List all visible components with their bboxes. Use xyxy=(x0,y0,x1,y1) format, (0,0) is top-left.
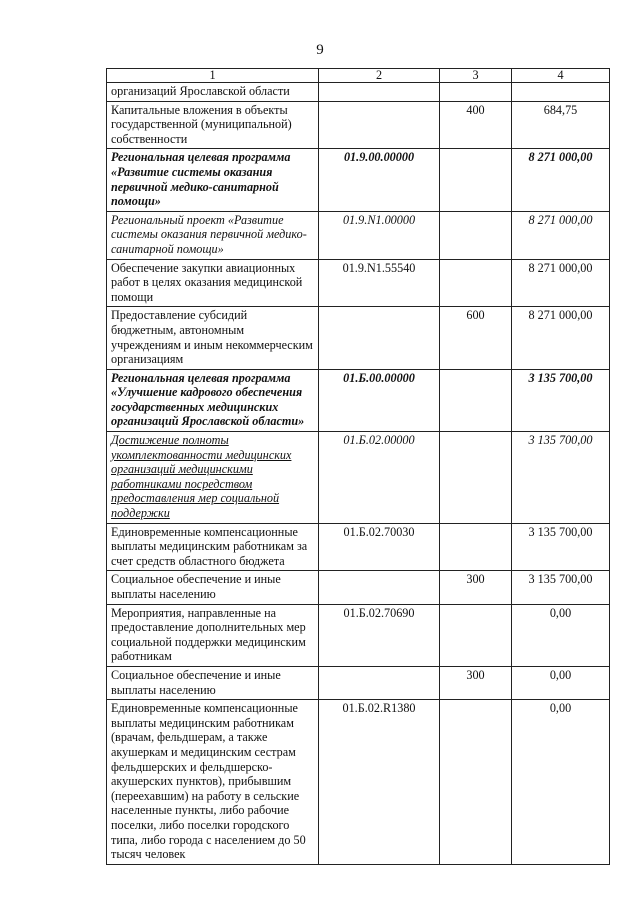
table-row xyxy=(107,369,610,431)
row-type-cell: 400 xyxy=(440,101,512,149)
row-amount-cell: 8 271 000,00 xyxy=(512,211,610,259)
table-row xyxy=(107,604,610,666)
table-row xyxy=(107,211,610,259)
row-type-cell: 600 xyxy=(440,307,512,369)
header-cell-2: 2 xyxy=(319,69,440,83)
row-amount-cell: 3 135 700,00 xyxy=(512,432,610,524)
table-row xyxy=(107,307,610,369)
row-amount-cell: 0,00 xyxy=(512,700,610,865)
row-amount-cell: 0,00 xyxy=(512,604,610,666)
row-name-cell xyxy=(107,259,319,307)
row-type-cell: 300 xyxy=(440,666,512,699)
row-code-cell: 01.Б.02.00000 xyxy=(319,432,440,524)
budget-table xyxy=(106,68,610,865)
row-amount-cell: 0,00 xyxy=(512,666,610,699)
row-amount-cell: 3 135 700,00 xyxy=(512,571,610,604)
row-amount-cell: 3 135 700,00 xyxy=(512,369,610,431)
row-name-cell xyxy=(107,571,319,604)
row-name-cell xyxy=(107,369,319,431)
row-name-text: Мероприятия, направленные на предоставление дополнительных мер социальной поддержки медицинским работникам xyxy=(111,605,306,664)
row-amount-cell: 8 271 000,00 xyxy=(512,149,610,211)
row-type-cell xyxy=(440,369,512,431)
row-name-cell xyxy=(107,523,319,571)
row-code-cell xyxy=(319,83,440,102)
row-code-cell xyxy=(319,666,440,699)
row-type-cell xyxy=(440,83,512,102)
row-code-cell xyxy=(319,571,440,604)
row-code-cell: 01.9.N1.55540 xyxy=(319,259,440,307)
row-name-cell xyxy=(107,83,319,102)
row-amount-cell: 8 271 000,00 xyxy=(512,307,610,369)
row-name-cell xyxy=(107,101,319,149)
header-cell-1: 1 xyxy=(107,69,319,83)
page-number: 9 xyxy=(316,42,324,58)
row-amount-cell: 3 135 700,00 xyxy=(512,523,610,571)
table-header-row xyxy=(107,69,610,83)
row-name-cell xyxy=(107,307,319,369)
row-code-cell: 01.9.00.00000 xyxy=(319,149,440,211)
row-code-cell: 01.Б.02.70690 xyxy=(319,604,440,666)
header-cell-3: 3 xyxy=(440,69,512,83)
row-code-cell: 01.Б.00.00000 xyxy=(319,369,440,431)
row-name-text: Капитальные вложения в объекты государственной (муниципальной) собственности xyxy=(111,102,292,146)
row-name-text: Региональная целевая программа «Развитие системы оказания первичной медико-санитарной помощи» xyxy=(111,150,291,209)
row-code-cell xyxy=(319,307,440,369)
table-row xyxy=(107,149,610,211)
row-name-text: Региональная целевая программа «Улучшение кадрового обеспечения государственных медицинских организаций Ярославской области» xyxy=(111,370,305,429)
row-code-cell: 01.Б.02.70030 xyxy=(319,523,440,571)
table-row xyxy=(107,259,610,307)
table-row xyxy=(107,700,610,865)
row-type-cell xyxy=(440,523,512,571)
row-code-cell: 01.9.N1.00000 xyxy=(319,211,440,259)
table-row xyxy=(107,83,610,102)
row-type-cell xyxy=(440,432,512,524)
row-name-cell xyxy=(107,149,319,211)
row-name-text: Обеспечение закупки авиационных работ в целях оказания медицинской помощи xyxy=(111,260,303,304)
row-type-cell xyxy=(440,604,512,666)
row-name-cell xyxy=(107,700,319,865)
row-type-cell xyxy=(440,211,512,259)
row-name-text: Региональный проект «Развитие системы оказания первичной медико-санитарной помощи» xyxy=(111,212,307,256)
row-name-text: Единовременные компенсационные выплаты медицинским работникам (врачам, фельдшерам, а также акушеркам и медицинским сестрам фельдшерских и фельдшерско-акушерских пунктов), прибывшим (переехавшим) на работу в сельские населенные пункты, либо рабочие поселки, либо поселки городского типа, либо города с населением до 50 тысяч человек xyxy=(111,701,306,862)
row-name-text: Социальное обеспечение и иные выплаты населению xyxy=(111,572,281,601)
row-type-cell xyxy=(440,700,512,865)
row-name-cell xyxy=(107,432,319,524)
row-type-cell xyxy=(440,149,512,211)
row-name-text: Социальное обеспечение и иные выплаты населению xyxy=(111,667,281,697)
row-name-cell xyxy=(107,604,319,666)
row-name-cell xyxy=(107,211,319,259)
row-name-text: Предоставление субсидий бюджетным, автономным учреждениям и иным некоммерческим организациям xyxy=(111,308,313,367)
row-amount-cell xyxy=(512,83,610,102)
table-row xyxy=(107,523,610,571)
row-name-text: Достижение полноты укомплектованности медицинских организаций медицинскими работниками посредством предоставления мер социальной поддержки xyxy=(111,433,292,521)
row-code-cell xyxy=(319,101,440,149)
table-row xyxy=(107,666,610,699)
row-amount-cell: 684,75 xyxy=(512,101,610,149)
row-amount-cell: 8 271 000,00 xyxy=(512,259,610,307)
row-code-cell: 01.Б.02.R1380 xyxy=(319,700,440,865)
header-cell-4: 4 xyxy=(512,69,610,83)
table-row xyxy=(107,101,610,149)
row-name-cell xyxy=(107,666,319,699)
row-name-text: организаций Ярославской области xyxy=(111,84,290,98)
row-type-cell xyxy=(440,259,512,307)
row-name-text: Единовременные компенсационные выплаты медицинским работникам за счет средств областного бюджета xyxy=(111,524,308,568)
table-row xyxy=(107,432,610,524)
table-row xyxy=(107,571,610,604)
row-type-cell: 300 xyxy=(440,571,512,604)
